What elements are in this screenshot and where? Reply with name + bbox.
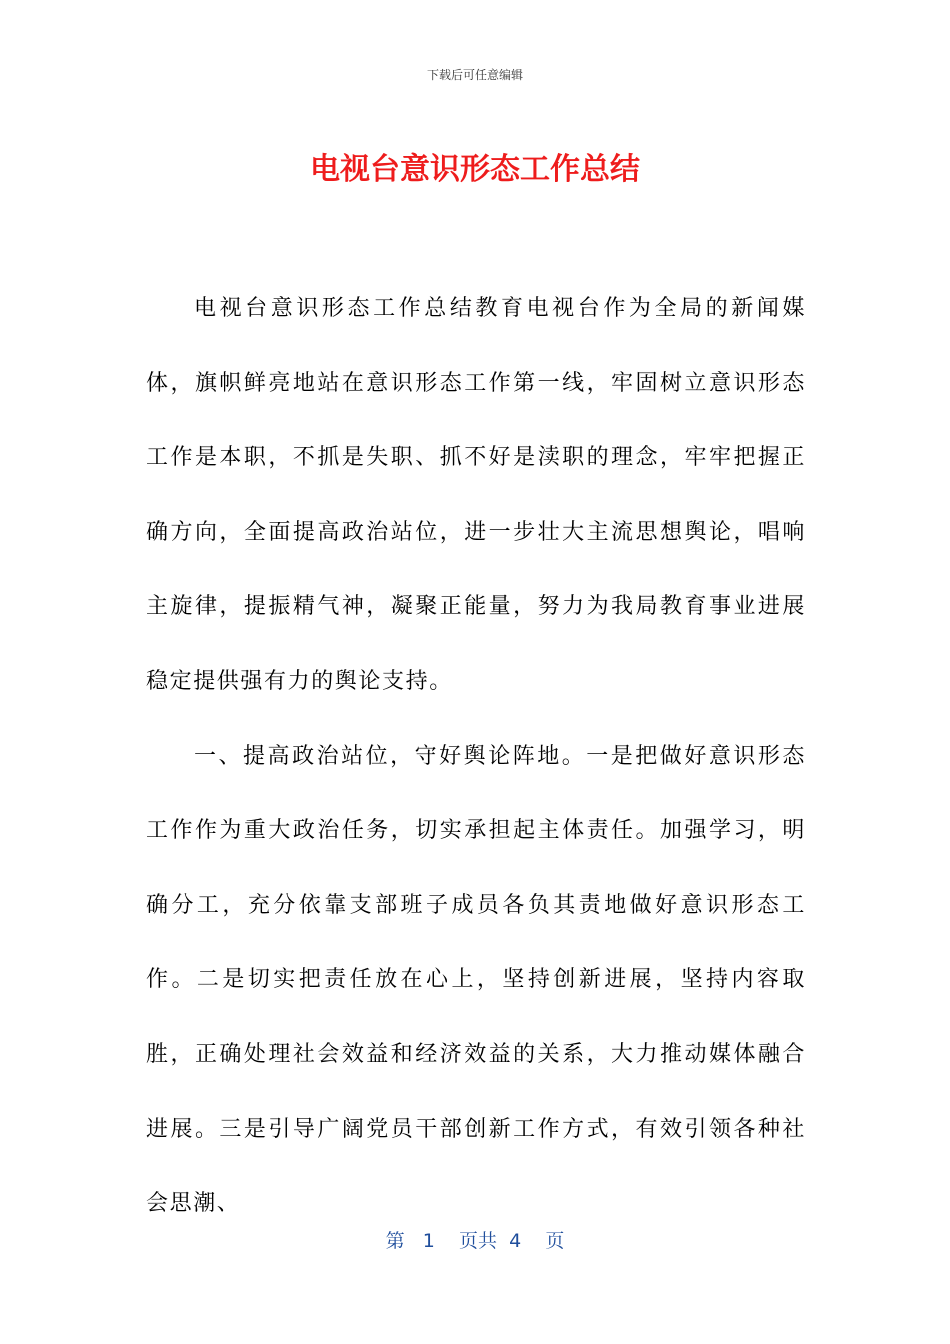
page-prefix: 第 (385, 1230, 405, 1252)
page-footer (0, 1226, 950, 1253)
page-middle: 页共 (459, 1230, 498, 1252)
document-title: 电视台意识形态工作总结 (310, 152, 640, 187)
total-pages-number: 4 (509, 1230, 522, 1252)
paragraph-section-one: 一、提高政治站位，守好舆论阵地。一是把做好意识形态工作作为重大政治任务，切实承担起主体责任。加强学习，明确分工，充分依靠支部班子成员各负其责地做好意识形态工作。二是切实把责任放在心上，坚持创新进展，坚持内容取胜，正确处理社会效益和经济效益的关系，大力推动媒体融合进展。三是引导广阔党员干部创新工作方式，有效引领各种社会思潮、 (146, 743, 806, 1217)
paragraph-intro: 电视台意识形态工作总结教育电视台作为全局的新闻媒体，旗帜鲜亮地站在意识形态工作第一线，牢固树立意识形态工作是本职，不抓是失职、抓不好是渎职的理念，牢牢把握正确方向，全面提高政治站位，进一步壮大主流思想舆论，唱响主旋律，提振精气神，凝聚正能量，努力为我局教育事业进展稳定提供强有力的舆论支持。 (146, 296, 806, 694)
page-suffix: 页 (545, 1230, 565, 1252)
current-page-number: 1 (422, 1230, 435, 1252)
document-body (146, 272, 806, 1242)
header-note: 下载后可任意编辑 (426, 68, 523, 82)
